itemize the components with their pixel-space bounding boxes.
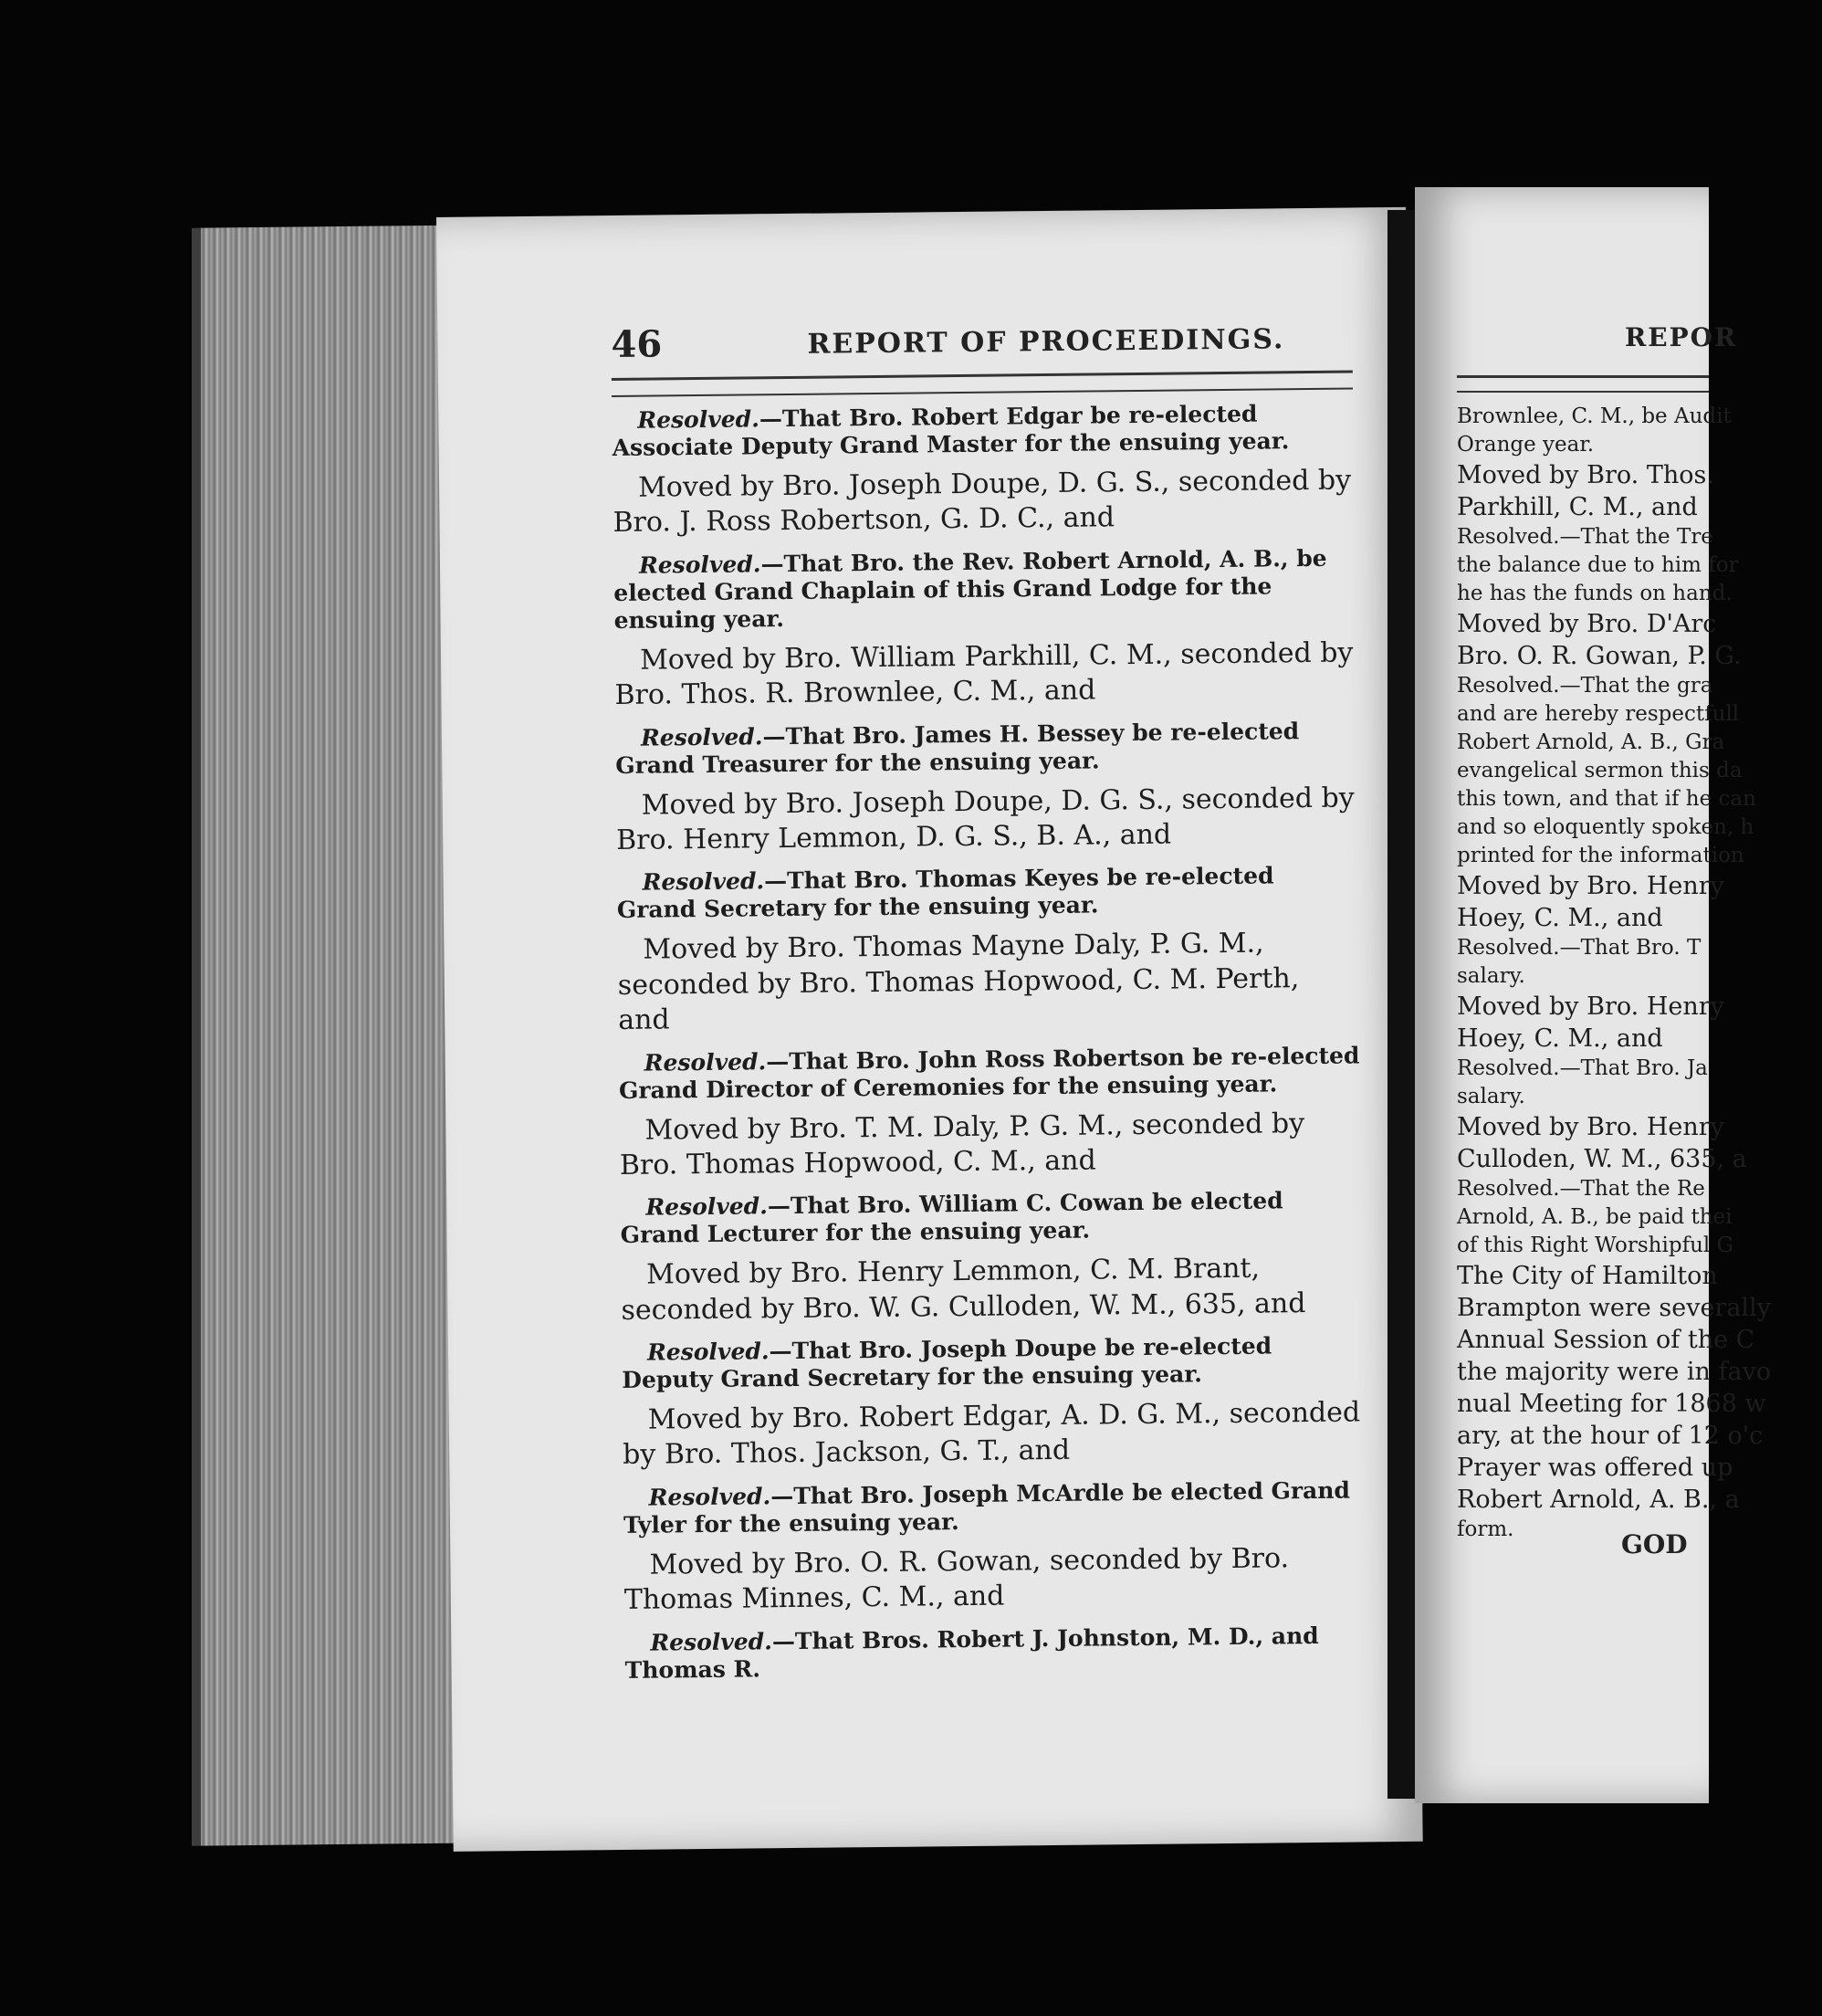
resolved-label: Resolved. bbox=[648, 1483, 771, 1511]
right-page-line: Resolved.—That the Tre bbox=[1457, 525, 1713, 549]
resolved-label: Resolved. bbox=[640, 722, 763, 751]
paragraph-text: Moved by Bro. T. M. Daly, P. G. M., seconded by Bro. Thomas Hopwood, C. M., and bbox=[619, 1107, 1305, 1181]
right-page-line: Culloden, W. M., 635, a bbox=[1457, 1145, 1747, 1173]
right-page-line: Resolved.—That Bro. Ja bbox=[1457, 1056, 1708, 1080]
right-page-line: Resolved.—That the gra bbox=[1457, 674, 1713, 698]
moved-paragraph bbox=[617, 926, 1359, 1039]
right-page-line: and are hereby respectfull bbox=[1457, 702, 1740, 726]
resolved-label: Resolved. bbox=[642, 867, 765, 897]
moved-paragraph bbox=[613, 463, 1355, 541]
paragraph-text: Moved by Bro. Robert Edgar, A. D. G. M., seconded by Bro. Thos. Jackson, G. T., and bbox=[623, 1396, 1361, 1472]
paragraph-text: —That Bro. Thomas Keyes be re-elected Grand Secretary for the ensuing year. bbox=[616, 862, 1274, 924]
right-page-line: evangelical sermon this da bbox=[1457, 759, 1743, 782]
paragraph-text: —That Bro. James H. Bessey be re-elected Grand Treasurer for the ensuing year. bbox=[615, 717, 1300, 779]
resolved-label: Resolved. bbox=[637, 405, 760, 434]
moved-paragraph bbox=[623, 1396, 1365, 1474]
right-page-line: printed for the information bbox=[1457, 844, 1744, 867]
right-page-line: Hoey, C. M., and bbox=[1457, 904, 1663, 932]
header-rule bbox=[612, 370, 1353, 397]
right-page-line: he has the funds on hand. bbox=[1457, 582, 1733, 605]
right-page bbox=[1415, 187, 1772, 1803]
moved-paragraph bbox=[623, 1540, 1366, 1618]
resolved-paragraph bbox=[616, 862, 1358, 924]
resolved-paragraph bbox=[623, 1476, 1366, 1538]
resolved-paragraph bbox=[620, 1187, 1362, 1249]
resolved-paragraph bbox=[622, 1332, 1364, 1394]
moved-paragraph bbox=[621, 1251, 1363, 1328]
right-page-line: Arnold, A. B., be paid thei bbox=[1457, 1205, 1733, 1229]
right-page-line: the majority were in favo bbox=[1457, 1358, 1772, 1386]
right-page-line: and so eloquently spoken, h bbox=[1457, 815, 1754, 839]
resolved-label: Resolved. bbox=[644, 1047, 767, 1076]
right-page-line: Prayer was offered up bbox=[1457, 1454, 1733, 1482]
resolved-label: Resolved. bbox=[638, 551, 761, 579]
moved-paragraph bbox=[616, 781, 1358, 858]
resolved-paragraph bbox=[624, 1622, 1366, 1684]
right-page-line: the balance due to him for bbox=[1457, 553, 1739, 577]
right-page-line: Resolved.—That Bro. T bbox=[1457, 936, 1702, 960]
page-number: 46 bbox=[611, 322, 663, 367]
paragraph-text: —That Bro. John Ross Robertson be re-elected Grand Director of Ceremonies for the ensuing year. bbox=[618, 1041, 1360, 1104]
page-body bbox=[612, 399, 1366, 1693]
right-page-line: Robert Arnold, A. B., a bbox=[1457, 1486, 1740, 1514]
resolved-label: Resolved. bbox=[650, 1627, 773, 1656]
paragraph-text: Moved by Bro. Thomas Mayne Daly, P. G. M., seconded by Bro. Thomas Hopwood, C. M. Perth, and bbox=[617, 927, 1300, 1037]
right-page-line: Moved by Bro. D'Arc bbox=[1457, 610, 1717, 638]
right-page-line: Moved by Bro. Henry bbox=[1457, 872, 1724, 900]
resolved-label: Resolved. bbox=[645, 1192, 769, 1221]
resolved-label: Resolved. bbox=[646, 1338, 770, 1366]
resolved-paragraph bbox=[615, 717, 1357, 779]
right-page-line: salary. bbox=[1457, 1085, 1525, 1108]
right-page-line: Brownlee, C. M., be Audit bbox=[1457, 404, 1732, 428]
right-page-line: Bro. O. R. Gowan, P. G. bbox=[1457, 642, 1742, 670]
right-page-line: Orange year. bbox=[1457, 433, 1595, 457]
right-page-line: Brampton were severally bbox=[1457, 1294, 1771, 1322]
moved-paragraph bbox=[614, 635, 1356, 713]
right-page-footer: GOD bbox=[1621, 1529, 1688, 1559]
right-page-line: The City of Hamilton bbox=[1457, 1262, 1718, 1290]
paragraph-text: —That Bro. William C. Cowan be elected Grand Lecturer for the ensuing year. bbox=[620, 1187, 1283, 1249]
right-page-line: this town, and that if he can bbox=[1457, 787, 1756, 811]
paragraph-text: —That Bro. Robert Edgar be re-elected Associate Deputy Grand Master for the ensuing year. bbox=[612, 400, 1290, 461]
paragraph-text: —That Bro. Joseph McArdle be elected Grand Tyler for the ensuing year. bbox=[623, 1476, 1351, 1538]
paragraph-text: —That Bros. Robert J. Johnston, M. D., and Thomas R. bbox=[624, 1622, 1319, 1684]
paragraph-text: Moved by Bro. Joseph Doupe, D. G. S., seconded by Bro. Henry Lemmon, D. G. S., B. A., and bbox=[615, 782, 1355, 856]
right-page-body bbox=[1457, 403, 1822, 1544]
paragraph-text: —That Bro. the Rev. Robert Arnold, A. B., be elected Grand Chaplain of this Grand Lodge for the ensuing year. bbox=[613, 544, 1327, 634]
resolved-paragraph bbox=[612, 399, 1354, 461]
right-page-line: Resolved.—That the Re bbox=[1457, 1177, 1705, 1201]
paragraph-text: Moved by Bro. O. R. Gowan, seconded by Bro. Thomas Minnes, C. M., and bbox=[623, 1542, 1290, 1617]
right-page-line: Hoey, C. M., and bbox=[1457, 1024, 1663, 1053]
moved-paragraph bbox=[619, 1106, 1361, 1183]
resolved-paragraph bbox=[619, 1042, 1361, 1104]
right-page-line: Moved by Bro. Henry bbox=[1457, 992, 1724, 1021]
right-page-line: nual Meeting for 1868 w bbox=[1457, 1390, 1766, 1418]
right-page-line: of this Right Worshipful G bbox=[1457, 1234, 1733, 1257]
paragraph-text: Moved by Bro. William Parkhill, C. M., seconded by Bro. Thos. R. Brownlee, C. M., and bbox=[614, 636, 1354, 712]
paragraph-text: Moved by Bro. Henry Lemmon, C. M. Brant, seconded by Bro. W. G. Culloden, W. M., 635, and bbox=[621, 1252, 1306, 1327]
paragraph-text: —That Bro. Joseph Doupe be re-elected Deputy Grand Secretary for the ensuing year. bbox=[622, 1332, 1272, 1394]
right-header-rule bbox=[1457, 375, 1709, 393]
left-page bbox=[436, 207, 1423, 1852]
paragraph-text: Moved by Bro. Joseph Doupe, D. G. S., seconded by Bro. J. Ross Robertson, G. D. C., and bbox=[613, 464, 1352, 540]
running-head: REPORT OF PROCEEDINGS. bbox=[807, 323, 1285, 361]
right-page-line: Annual Session of the C bbox=[1457, 1326, 1755, 1354]
right-running-head: REPOR bbox=[1625, 322, 1738, 352]
right-page-line: Robert Arnold, A. B., Gra bbox=[1457, 730, 1725, 754]
right-page-line: form. bbox=[1457, 1517, 1514, 1541]
right-page-line: Moved by Bro. Thos. bbox=[1457, 461, 1714, 489]
right-page-line: Moved by Bro. Henry bbox=[1457, 1113, 1724, 1141]
right-page-line: ary, at the hour of 12 o'c bbox=[1457, 1422, 1764, 1450]
resolved-paragraph bbox=[613, 544, 1356, 634]
page-header bbox=[611, 316, 1352, 370]
right-page-line: salary. bbox=[1457, 964, 1525, 988]
right-page-line: Parkhill, C. M., and bbox=[1457, 493, 1698, 521]
